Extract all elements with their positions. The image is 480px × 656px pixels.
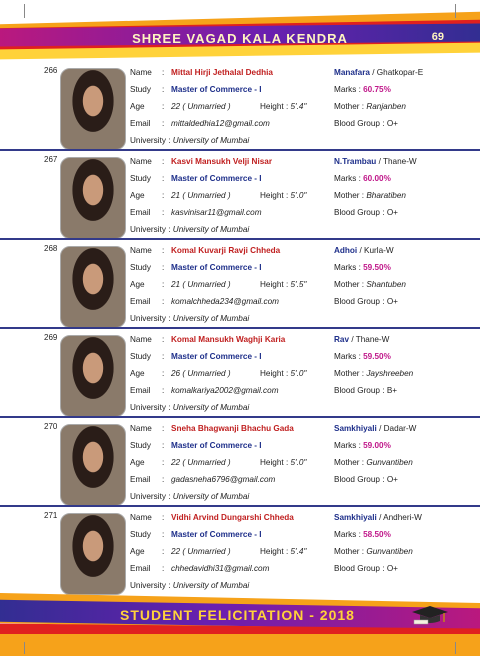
email-value: komalchheda234@gmail.com <box>171 297 279 306</box>
student-name: Kasvi Mansukh Velji Nisar <box>171 157 273 166</box>
student-photo <box>60 68 126 150</box>
student-name: Vidhi Arvind Dungarshi Chheda <box>171 513 294 522</box>
colon: : <box>162 246 165 255</box>
marks-label: Marks : <box>334 441 361 450</box>
colon: : <box>162 119 165 128</box>
study-label: Study <box>130 530 151 539</box>
blood-value: O+ <box>386 564 398 573</box>
entry-divider <box>0 416 480 418</box>
age-label: Age <box>130 280 145 289</box>
mother-value: Gunvantiben <box>366 458 413 467</box>
marks-value: 59.50% <box>363 263 391 272</box>
age-label: Age <box>130 547 145 556</box>
student-photo <box>60 335 126 417</box>
crop-mark <box>455 4 456 18</box>
mother-label: Mother : <box>334 102 365 111</box>
age-label: Age <box>130 191 145 200</box>
height-value: 5'.0" <box>290 369 307 378</box>
footer-title: STUDENT FELICITATION - 2018 <box>120 607 355 623</box>
header-title: SHREE VAGAD KALA KENDRA <box>132 31 348 46</box>
student-entry <box>28 242 458 328</box>
entry-number: 271 <box>44 511 58 520</box>
marks-value: 60.00% <box>363 174 391 183</box>
colon: : <box>162 263 165 272</box>
age-value: 22 ( Unmarried ) <box>171 458 231 467</box>
email-label: Email <box>130 208 151 217</box>
marks-label: Marks : <box>334 263 361 272</box>
height-value: 5'.0" <box>290 191 307 200</box>
mother-value: Jayshreeben <box>366 369 414 378</box>
age-label: Age <box>130 102 145 111</box>
residence: / Thane-W <box>378 157 417 166</box>
student-entry <box>28 420 458 506</box>
mother-label: Mother : <box>334 458 365 467</box>
university-value: University of Mumbai <box>172 225 250 234</box>
age-label: Age <box>130 458 145 467</box>
student-photo <box>60 246 126 328</box>
entry-divider <box>0 149 480 151</box>
mother-label: Mother : <box>334 191 365 200</box>
email-value: gadasneha6796@gmail.com <box>171 475 276 484</box>
mother-label: Mother : <box>334 280 365 289</box>
residence: / Andheri-W <box>379 513 422 522</box>
study-label: Study <box>130 263 151 272</box>
student-photo <box>60 424 126 506</box>
blood-value: B+ <box>386 386 398 395</box>
university-label: University : <box>130 136 171 145</box>
native-place: Samkhiyali <box>334 424 377 433</box>
mother-label: Mother : <box>334 369 365 378</box>
blood-label: Blood Group : <box>334 475 385 484</box>
student-name: Mittal Hirji Jethalal Dedhia <box>171 68 273 77</box>
colon: : <box>162 458 165 467</box>
colon: : <box>162 386 165 395</box>
marks-value: 59.00% <box>363 441 391 450</box>
email-label: Email <box>130 386 151 395</box>
crop-mark <box>455 642 456 654</box>
entry-number: 270 <box>44 422 58 431</box>
native-place: Rav <box>334 335 350 344</box>
native-place: Adhoi <box>334 246 358 255</box>
entry-number: 267 <box>44 155 58 164</box>
height-label: Height : <box>260 191 289 200</box>
mother-value: Ranjanben <box>366 102 406 111</box>
page-header <box>0 0 480 62</box>
marks-value: 59.50% <box>363 352 391 361</box>
study-value: Master of Commerce - I <box>171 174 262 183</box>
marks-value: 58.50% <box>363 530 391 539</box>
residence: / Thane-W <box>351 335 390 344</box>
blood-label: Blood Group : <box>334 564 385 573</box>
student-name: Sneha Bhagwanji Bhachu Gada <box>171 424 294 433</box>
age-value: 21 ( Unmarried ) <box>171 191 231 200</box>
height-value: 5'.5" <box>290 280 307 289</box>
native-place: Manafara <box>334 68 370 77</box>
marks-label: Marks : <box>334 174 361 183</box>
height-label: Height : <box>260 280 289 289</box>
blood-label: Blood Group : <box>334 119 385 128</box>
university-label: University : <box>130 403 171 412</box>
colon: : <box>162 335 165 344</box>
page-footer <box>0 592 480 656</box>
entry-divider <box>0 327 480 329</box>
student-name: Komal Kuvarji Ravji Chheda <box>171 246 281 255</box>
blood-value: O+ <box>386 297 398 306</box>
name-label: Name <box>130 246 152 255</box>
student-name: Komal Mansukh Waghji Karia <box>171 335 286 344</box>
colon: : <box>162 68 165 77</box>
email-value: komalkariya2002@gmail.com <box>171 386 279 395</box>
marks-label: Marks : <box>334 352 361 361</box>
entry-number: 266 <box>44 66 58 75</box>
university-value: University of Mumbai <box>172 403 250 412</box>
colon: : <box>162 530 165 539</box>
mother-value: Bharatiben <box>366 191 406 200</box>
student-photo <box>60 513 126 595</box>
blood-value: O+ <box>386 208 398 217</box>
study-label: Study <box>130 174 151 183</box>
name-label: Name <box>130 424 152 433</box>
entry-number: 269 <box>44 333 58 342</box>
colon: : <box>162 297 165 306</box>
colon: : <box>162 174 165 183</box>
student-entry <box>28 64 458 150</box>
colon: : <box>162 352 165 361</box>
study-value: Master of Commerce - I <box>171 441 262 450</box>
study-value: Master of Commerce - I <box>171 530 262 539</box>
study-label: Study <box>130 441 151 450</box>
native-place: N.Trambau <box>334 157 377 166</box>
university-label: University : <box>130 225 171 234</box>
email-value: chhedavidhi31@gmail.com <box>171 564 270 573</box>
mother-value: Shantuben <box>366 280 406 289</box>
student-photo <box>60 157 126 239</box>
height-value: 5'.0" <box>290 458 307 467</box>
marks-label: Marks : <box>334 530 361 539</box>
native-place: Samkhiyali <box>334 513 377 522</box>
colon: : <box>162 280 165 289</box>
name-label: Name <box>130 157 152 166</box>
university-value: University of Mumbai <box>172 581 250 590</box>
email-value: kasvinisar11@gmail.com <box>171 208 262 217</box>
entry-divider <box>0 505 480 507</box>
graduation-cap-icon <box>410 604 450 626</box>
entry-number: 268 <box>44 244 58 253</box>
study-value: Master of Commerce - I <box>171 263 262 272</box>
student-entry <box>28 153 458 239</box>
residence: / Dadar-W <box>379 424 417 433</box>
height-value: 5'.4" <box>290 102 307 111</box>
colon: : <box>162 441 165 450</box>
colon: : <box>162 191 165 200</box>
colon: : <box>162 564 165 573</box>
email-label: Email <box>130 297 151 306</box>
colon: : <box>162 85 165 94</box>
university-label: University : <box>130 492 171 501</box>
mother-value: Gunvantiben <box>366 547 413 556</box>
colon: : <box>162 102 165 111</box>
height-label: Height : <box>260 547 289 556</box>
age-value: 22 ( Unmarried ) <box>171 102 231 111</box>
crop-mark <box>24 4 25 18</box>
colon: : <box>162 424 165 433</box>
entry-divider <box>0 238 480 240</box>
blood-value: O+ <box>386 119 398 128</box>
study-label: Study <box>130 85 151 94</box>
colon: : <box>162 513 165 522</box>
mother-label: Mother : <box>334 547 365 556</box>
study-label: Study <box>130 352 151 361</box>
age-value: 26 ( Unmarried ) <box>171 369 231 378</box>
university-value: University of Mumbai <box>172 136 250 145</box>
university-value: University of Mumbai <box>172 492 250 501</box>
university-value: University of Mumbai <box>172 314 250 323</box>
residence: / Ghatkopar-E <box>372 68 424 77</box>
name-label: Name <box>130 68 152 77</box>
blood-label: Blood Group : <box>334 208 385 217</box>
student-entry <box>28 509 458 595</box>
page-number: 69 <box>431 31 444 43</box>
blood-label: Blood Group : <box>334 297 385 306</box>
student-entry <box>28 331 458 417</box>
email-label: Email <box>130 564 151 573</box>
name-label: Name <box>130 513 152 522</box>
marks-label: Marks : <box>334 85 361 94</box>
blood-label: Blood Group : <box>334 386 385 395</box>
residence: / Kurla-W <box>359 246 394 255</box>
age-value: 21 ( Unmarried ) <box>171 280 231 289</box>
colon: : <box>162 157 165 166</box>
colon: : <box>162 547 165 556</box>
age-value: 22 ( Unmarried ) <box>171 547 231 556</box>
height-label: Height : <box>260 369 289 378</box>
marks-value: 60.75% <box>363 85 391 94</box>
study-value: Master of Commerce - I <box>171 85 262 94</box>
colon: : <box>162 475 165 484</box>
email-label: Email <box>130 119 151 128</box>
colon: : <box>162 208 165 217</box>
height-value: 5'.4" <box>290 547 307 556</box>
age-label: Age <box>130 369 145 378</box>
email-value: mittaldedhia12@gmail.com <box>171 119 270 128</box>
height-label: Height : <box>260 102 289 111</box>
name-label: Name <box>130 335 152 344</box>
university-label: University : <box>130 314 171 323</box>
colon: : <box>162 369 165 378</box>
blood-value: O+ <box>386 475 398 484</box>
email-label: Email <box>130 475 151 484</box>
university-label: University : <box>130 581 171 590</box>
crop-mark <box>24 642 25 654</box>
study-value: Master of Commerce - I <box>171 352 262 361</box>
height-label: Height : <box>260 458 289 467</box>
